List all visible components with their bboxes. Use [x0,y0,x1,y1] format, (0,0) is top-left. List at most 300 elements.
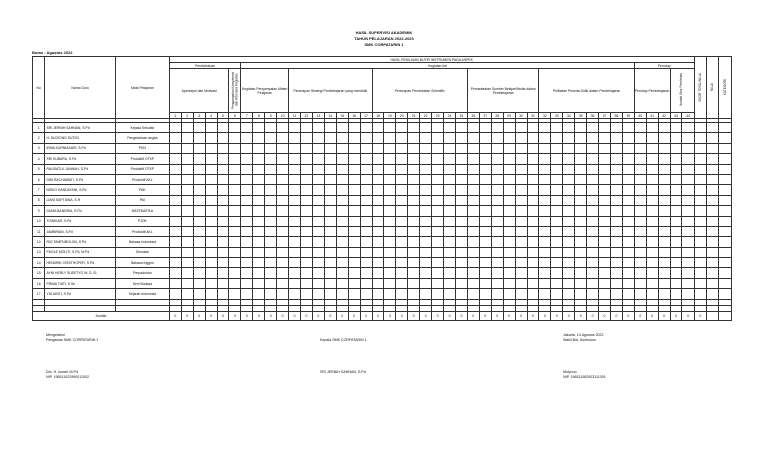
score-cell[interactable] [670,206,682,216]
score-cell[interactable] [479,195,491,205]
score-cell[interactable] [324,143,336,153]
score-cell[interactable] [169,123,181,133]
score-cell[interactable] [694,226,706,236]
score-cell[interactable] [539,206,551,216]
score-cell[interactable] [181,237,193,247]
score-cell[interactable] [527,185,539,195]
score-cell[interactable] [420,143,432,153]
score-cell[interactable] [670,174,682,184]
score-cell[interactable] [707,143,719,153]
score-cell[interactable] [324,216,336,226]
score-cell[interactable] [181,143,193,153]
score-cell[interactable] [396,164,408,174]
score-cell[interactable] [205,154,217,164]
score-cell[interactable] [300,247,312,257]
score-cell[interactable] [455,174,467,184]
score-cell[interactable] [479,289,491,299]
score-cell[interactable] [312,123,324,133]
score-cell[interactable] [503,247,515,257]
score-cell[interactable] [181,268,193,278]
score-cell[interactable] [408,164,420,174]
score-cell[interactable] [169,278,181,288]
score-cell[interactable] [420,174,432,184]
score-cell[interactable] [217,123,229,133]
score-cell[interactable] [265,226,277,236]
score-cell[interactable] [360,289,372,299]
score-cell[interactable] [610,133,622,143]
score-cell[interactable] [599,195,611,205]
score-cell[interactable] [575,216,587,226]
score-cell[interactable] [432,123,444,133]
score-cell[interactable] [265,174,277,184]
score-cell[interactable] [360,185,372,195]
score-cell[interactable] [253,289,265,299]
score-cell[interactable] [527,237,539,247]
score-cell[interactable] [610,195,622,205]
score-cell[interactable] [205,289,217,299]
score-cell[interactable] [707,237,719,247]
score-cell[interactable] [587,143,599,153]
score-cell[interactable] [289,143,301,153]
score-cell[interactable] [551,185,563,195]
score-cell[interactable] [527,133,539,143]
score-cell[interactable] [432,174,444,184]
score-cell[interactable] [563,195,575,205]
score-cell[interactable] [587,226,599,236]
score-cell[interactable] [682,289,694,299]
score-cell[interactable] [563,164,575,174]
score-cell[interactable] [289,226,301,236]
score-cell[interactable] [503,154,515,164]
score-cell[interactable] [336,258,348,268]
score-cell[interactable] [312,247,324,257]
score-cell[interactable] [181,174,193,184]
score-cell[interactable] [670,258,682,268]
score-cell[interactable] [455,123,467,133]
score-cell[interactable] [384,289,396,299]
score-cell[interactable] [719,154,732,164]
score-cell[interactable] [467,206,479,216]
score-cell[interactable] [193,154,205,164]
score-cell[interactable] [241,123,253,133]
score-cell[interactable] [241,237,253,247]
score-cell[interactable] [217,247,229,257]
score-cell[interactable] [205,174,217,184]
score-cell[interactable] [408,206,420,216]
score-cell[interactable] [610,258,622,268]
score-cell[interactable] [372,237,384,247]
score-cell[interactable] [348,195,360,205]
score-cell[interactable] [324,133,336,143]
score-cell[interactable] [396,289,408,299]
score-cell[interactable] [348,289,360,299]
score-cell[interactable] [479,258,491,268]
score-cell[interactable] [491,174,503,184]
score-cell[interactable] [658,247,670,257]
score-cell[interactable] [563,185,575,195]
score-cell[interactable] [587,123,599,133]
score-cell[interactable] [444,237,456,247]
score-cell[interactable] [360,237,372,247]
score-cell[interactable] [253,247,265,257]
score-cell[interactable] [229,206,241,216]
score-cell[interactable] [336,268,348,278]
score-cell[interactable] [253,185,265,195]
score-cell[interactable] [455,185,467,195]
score-cell[interactable] [312,195,324,205]
score-cell[interactable] [670,133,682,143]
score-cell[interactable] [289,195,301,205]
score-cell[interactable] [205,216,217,226]
score-cell[interactable] [575,195,587,205]
score-cell[interactable] [420,185,432,195]
score-cell[interactable] [622,154,634,164]
score-cell[interactable] [539,226,551,236]
score-cell[interactable] [193,133,205,143]
score-cell[interactable] [372,268,384,278]
score-cell[interactable] [563,154,575,164]
score-cell[interactable] [646,164,658,174]
score-cell[interactable] [241,185,253,195]
score-cell[interactable] [205,185,217,195]
score-cell[interactable] [408,143,420,153]
score-cell[interactable] [610,174,622,184]
score-cell[interactable] [253,206,265,216]
score-cell[interactable] [229,216,241,226]
score-cell[interactable] [658,237,670,247]
score-cell[interactable] [707,174,719,184]
score-cell[interactable] [682,143,694,153]
score-cell[interactable] [300,154,312,164]
score-cell[interactable] [707,185,719,195]
score-cell[interactable] [289,154,301,164]
score-cell[interactable] [491,195,503,205]
score-cell[interactable] [229,226,241,236]
score-cell[interactable] [658,154,670,164]
score-cell[interactable] [324,247,336,257]
score-cell[interactable] [396,216,408,226]
score-cell[interactable] [396,278,408,288]
score-cell[interactable] [479,278,491,288]
score-cell[interactable] [575,237,587,247]
score-cell[interactable] [300,123,312,133]
score-cell[interactable] [610,154,622,164]
score-cell[interactable] [491,258,503,268]
score-cell[interactable] [241,143,253,153]
score-cell[interactable] [719,133,732,143]
score-cell[interactable] [658,268,670,278]
score-cell[interactable] [634,289,646,299]
score-cell[interactable] [503,258,515,268]
score-cell[interactable] [253,133,265,143]
score-cell[interactable] [646,123,658,133]
score-cell[interactable] [300,289,312,299]
score-cell[interactable] [360,258,372,268]
score-cell[interactable] [253,143,265,153]
score-cell[interactable] [719,226,732,236]
score-cell[interactable] [551,237,563,247]
score-cell[interactable] [610,226,622,236]
score-cell[interactable] [503,226,515,236]
score-cell[interactable] [539,258,551,268]
score-cell[interactable] [694,154,706,164]
score-cell[interactable] [539,174,551,184]
score-cell[interactable] [420,123,432,133]
score-cell[interactable] [181,258,193,268]
score-cell[interactable] [265,164,277,174]
score-cell[interactable] [622,237,634,247]
score-cell[interactable] [384,174,396,184]
score-cell[interactable] [420,226,432,236]
score-cell[interactable] [348,143,360,153]
score-cell[interactable] [217,268,229,278]
score-cell[interactable] [634,278,646,288]
score-cell[interactable] [444,216,456,226]
score-cell[interactable] [408,289,420,299]
score-cell[interactable] [169,174,181,184]
score-cell[interactable] [527,164,539,174]
score-cell[interactable] [372,195,384,205]
score-cell[interactable] [444,247,456,257]
score-cell[interactable] [587,164,599,174]
score-cell[interactable] [300,237,312,247]
score-cell[interactable] [444,154,456,164]
score-cell[interactable] [324,154,336,164]
score-cell[interactable] [181,154,193,164]
score-cell[interactable] [241,268,253,278]
score-cell[interactable] [229,247,241,257]
score-cell[interactable] [289,289,301,299]
score-cell[interactable] [551,164,563,174]
score-cell[interactable] [360,164,372,174]
score-cell[interactable] [634,258,646,268]
score-cell[interactable] [348,185,360,195]
score-cell[interactable] [241,258,253,268]
score-cell[interactable] [217,226,229,236]
score-cell[interactable] [719,237,732,247]
score-cell[interactable] [289,258,301,268]
score-cell[interactable] [599,258,611,268]
score-cell[interactable] [622,247,634,257]
score-cell[interactable] [432,289,444,299]
score-cell[interactable] [455,237,467,247]
score-cell[interactable] [205,237,217,247]
score-cell[interactable] [587,237,599,247]
score-cell[interactable] [396,206,408,216]
score-cell[interactable] [444,268,456,278]
score-cell[interactable] [217,185,229,195]
score-cell[interactable] [551,133,563,143]
score-cell[interactable] [539,133,551,143]
score-cell[interactable] [205,206,217,216]
score-cell[interactable] [348,226,360,236]
score-cell[interactable] [217,164,229,174]
score-cell[interactable] [646,195,658,205]
score-cell[interactable] [694,185,706,195]
score-cell[interactable] [575,154,587,164]
score-cell[interactable] [599,226,611,236]
score-cell[interactable] [193,258,205,268]
score-cell[interactable] [229,237,241,247]
score-cell[interactable] [527,206,539,216]
score-cell[interactable] [289,206,301,216]
score-cell[interactable] [646,226,658,236]
score-cell[interactable] [455,216,467,226]
score-cell[interactable] [408,278,420,288]
score-cell[interactable] [622,206,634,216]
score-cell[interactable] [479,143,491,153]
score-cell[interactable] [551,195,563,205]
score-cell[interactable] [467,268,479,278]
score-cell[interactable] [563,133,575,143]
score-cell[interactable] [527,247,539,257]
score-cell[interactable] [384,237,396,247]
score-cell[interactable] [670,143,682,153]
score-cell[interactable] [575,258,587,268]
score-cell[interactable] [527,278,539,288]
score-cell[interactable] [503,289,515,299]
score-cell[interactable] [491,237,503,247]
score-cell[interactable] [634,174,646,184]
score-cell[interactable] [719,143,732,153]
score-cell[interactable] [336,237,348,247]
score-cell[interactable] [599,154,611,164]
score-cell[interactable] [360,123,372,133]
score-cell[interactable] [563,174,575,184]
score-cell[interactable] [503,237,515,247]
score-cell[interactable] [432,237,444,247]
score-cell[interactable] [658,143,670,153]
score-cell[interactable] [432,143,444,153]
score-cell[interactable] [277,258,289,268]
score-cell[interactable] [372,143,384,153]
score-cell[interactable] [384,164,396,174]
score-cell[interactable] [694,247,706,257]
score-cell[interactable] [682,133,694,143]
score-cell[interactable] [539,268,551,278]
score-cell[interactable] [479,133,491,143]
score-cell[interactable] [348,237,360,247]
score-cell[interactable] [563,123,575,133]
score-cell[interactable] [169,185,181,195]
score-cell[interactable] [432,278,444,288]
score-cell[interactable] [646,133,658,143]
score-cell[interactable] [467,258,479,268]
score-cell[interactable] [241,226,253,236]
score-cell[interactable] [646,174,658,184]
score-cell[interactable] [229,195,241,205]
score-cell[interactable] [265,123,277,133]
score-cell[interactable] [241,154,253,164]
score-cell[interactable] [253,154,265,164]
score-cell[interactable] [324,185,336,195]
score-cell[interactable] [205,143,217,153]
score-cell[interactable] [622,216,634,226]
score-cell[interactable] [646,268,658,278]
score-cell[interactable] [622,164,634,174]
score-cell[interactable] [265,237,277,247]
score-cell[interactable] [694,268,706,278]
score-cell[interactable] [551,206,563,216]
score-cell[interactable] [169,247,181,257]
score-cell[interactable] [575,133,587,143]
score-cell[interactable] [491,268,503,278]
score-cell[interactable] [205,123,217,133]
score-cell[interactable] [527,289,539,299]
score-cell[interactable] [491,206,503,216]
score-cell[interactable] [408,174,420,184]
score-cell[interactable] [587,278,599,288]
score-cell[interactable] [610,185,622,195]
score-cell[interactable] [444,123,456,133]
score-cell[interactable] [432,226,444,236]
score-cell[interactable] [312,226,324,236]
score-cell[interactable] [515,247,527,257]
score-cell[interactable] [324,289,336,299]
score-cell[interactable] [575,123,587,133]
score-cell[interactable] [217,258,229,268]
score-cell[interactable] [694,174,706,184]
score-cell[interactable] [479,164,491,174]
score-cell[interactable] [610,216,622,226]
score-cell[interactable] [670,268,682,278]
score-cell[interactable] [372,216,384,226]
score-cell[interactable] [563,226,575,236]
score-cell[interactable] [360,133,372,143]
score-cell[interactable] [610,123,622,133]
score-cell[interactable] [217,237,229,247]
score-cell[interactable] [193,268,205,278]
score-cell[interactable] [467,123,479,133]
score-cell[interactable] [587,174,599,184]
score-cell[interactable] [515,237,527,247]
score-cell[interactable] [265,206,277,216]
score-cell[interactable] [587,216,599,226]
score-cell[interactable] [467,154,479,164]
score-cell[interactable] [217,154,229,164]
score-cell[interactable] [646,185,658,195]
score-cell[interactable] [479,174,491,184]
score-cell[interactable] [312,174,324,184]
score-cell[interactable] [300,216,312,226]
score-cell[interactable] [348,258,360,268]
score-cell[interactable] [265,258,277,268]
score-cell[interactable] [719,195,732,205]
score-cell[interactable] [682,226,694,236]
score-cell[interactable] [277,216,289,226]
score-cell[interactable] [707,123,719,133]
score-cell[interactable] [384,206,396,216]
score-cell[interactable] [348,278,360,288]
score-cell[interactable] [634,216,646,226]
score-cell[interactable] [491,133,503,143]
score-cell[interactable] [444,278,456,288]
score-cell[interactable] [396,154,408,164]
score-cell[interactable] [682,185,694,195]
score-cell[interactable] [384,258,396,268]
score-cell[interactable] [193,206,205,216]
score-cell[interactable] [408,258,420,268]
score-cell[interactable] [670,185,682,195]
score-cell[interactable] [265,133,277,143]
score-cell[interactable] [707,154,719,164]
score-cell[interactable] [634,154,646,164]
score-cell[interactable] [181,278,193,288]
score-cell[interactable] [253,195,265,205]
score-cell[interactable] [575,268,587,278]
score-cell[interactable] [670,247,682,257]
score-cell[interactable] [634,247,646,257]
